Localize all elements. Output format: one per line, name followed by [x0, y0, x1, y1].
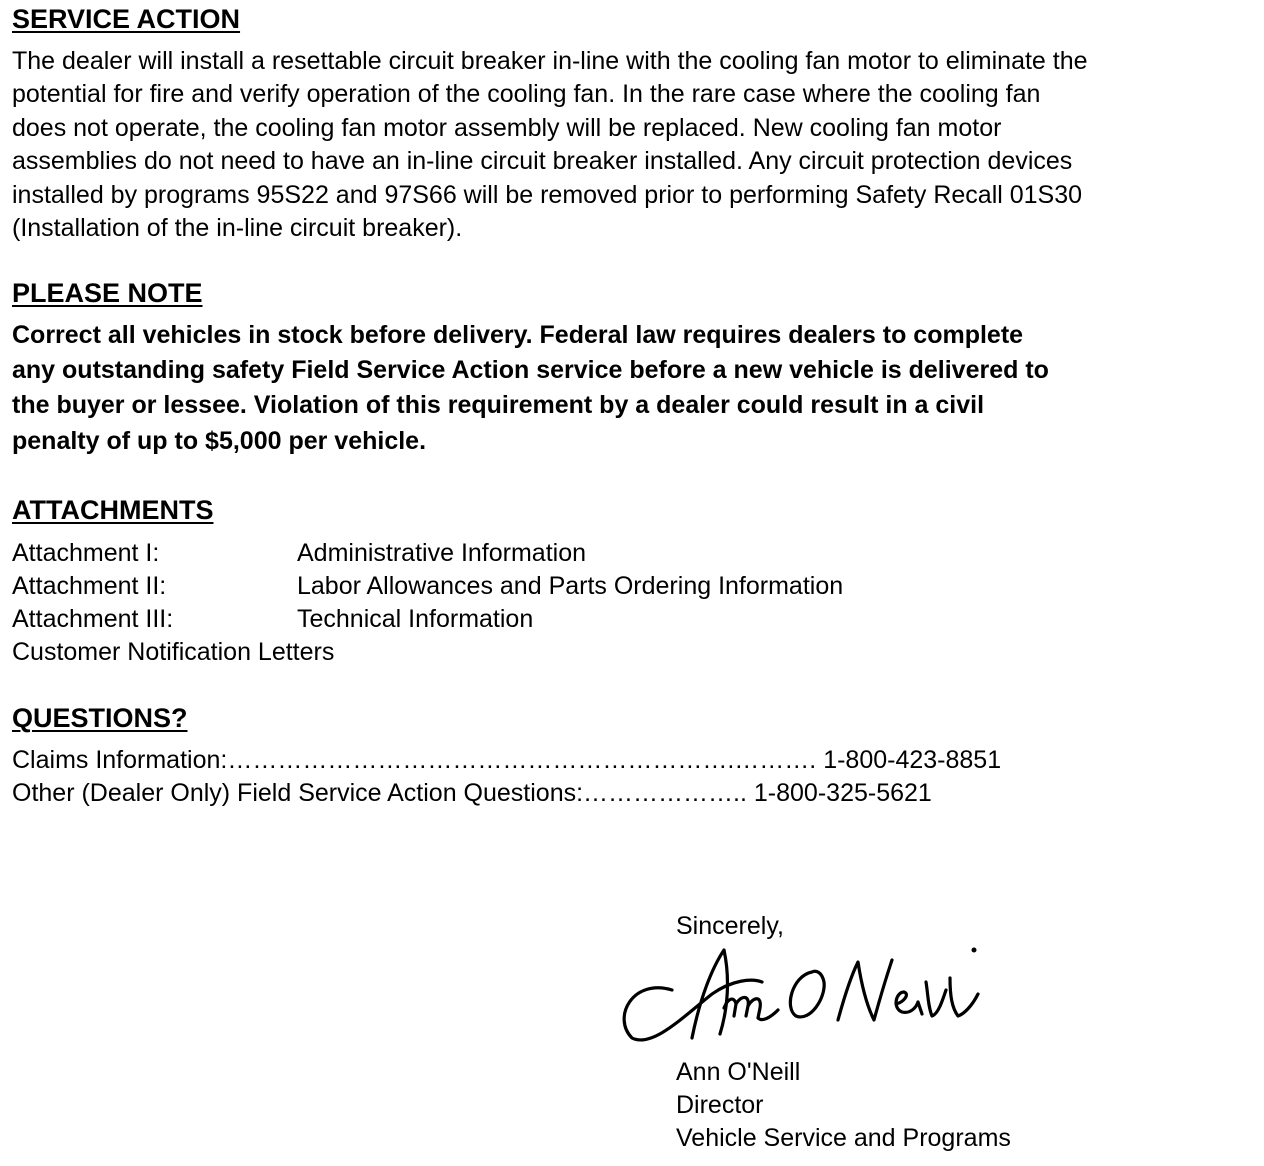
signer-name: Ann O'Neill: [676, 1058, 801, 1086]
attachment-label: Attachment III:: [12, 605, 174, 633]
questions-heading: QUESTIONS?: [12, 703, 188, 733]
service-action-heading: SERVICE ACTION: [12, 4, 241, 34]
please-note-heading: PLEASE NOTE: [12, 278, 203, 308]
paragraph-line: any outstanding safety Field Service Action service before a new vehicle is delivered to: [12, 356, 1049, 385]
attachment-row: [12, 570, 843, 603]
paragraph-line: penalty of up to $5,000 per vehicle.: [12, 426, 427, 455]
attachment-value: Labor Allowances and Parts Ordering Information: [297, 572, 844, 600]
phone-number: 1-800-423-8851: [816, 746, 1002, 774]
customer-notification-letters: Customer Notification Letters: [12, 638, 335, 666]
attachment-row: [12, 537, 586, 570]
signer-title: Director: [676, 1091, 764, 1119]
attachment-value: Administrative Information: [297, 539, 587, 567]
signer-department: Vehicle Service and Programs: [676, 1124, 1011, 1152]
please-note-paragraph: [12, 318, 1257, 459]
contact-row-other: [12, 777, 932, 810]
paragraph-line: installed by programs 95S22 and 97S66 will be removed prior to performing Safety Recall 01S30: [12, 180, 1083, 209]
document-page: [12, 0, 1257, 1166]
service-action-paragraph: [12, 45, 1257, 245]
paragraph-line: The dealer will install a resettable circuit breaker in-line with the cooling fan motor to eliminate the: [12, 47, 1088, 75]
contact-label: Other (Dealer Only) Field Service Action Questions:………………..: [12, 779, 747, 807]
paragraph-line: the buyer or lessee. Violation of this requirement by a dealer could result in a civil: [12, 391, 985, 420]
contact-row-claims: [12, 744, 1001, 777]
paragraph-line: does not operate, the cooling fan motor assembly will be replaced. New cooling fan motor: [12, 113, 1002, 142]
attachment-label: Attachment I:: [12, 539, 160, 567]
handwritten-signature-image: [612, 938, 1012, 1048]
attachment-value: Technical Information: [297, 605, 534, 633]
paragraph-line: potential for fire and verify operation of the cooling fan. In the rare case where the cooling fan: [12, 80, 1041, 109]
contact-label: Claims Information:…………………………………………………….……….: [12, 746, 817, 774]
closing: Sincerely,: [676, 912, 784, 940]
paragraph-line: assemblies do not need to have an in-line circuit breaker installed. Any circuit protection devices: [12, 147, 1073, 176]
attachment-row: [12, 603, 533, 636]
phone-number: 1-800-325-5621: [746, 779, 932, 807]
attachment-label: Attachment II:: [12, 572, 167, 600]
paragraph-line: (Installation of the in-line circuit breaker).: [12, 214, 463, 243]
paragraph-line: Correct all vehicles in stock before delivery. Federal law requires dealers to complete: [12, 321, 1024, 349]
attachments-heading: ATTACHMENTS: [12, 495, 214, 525]
